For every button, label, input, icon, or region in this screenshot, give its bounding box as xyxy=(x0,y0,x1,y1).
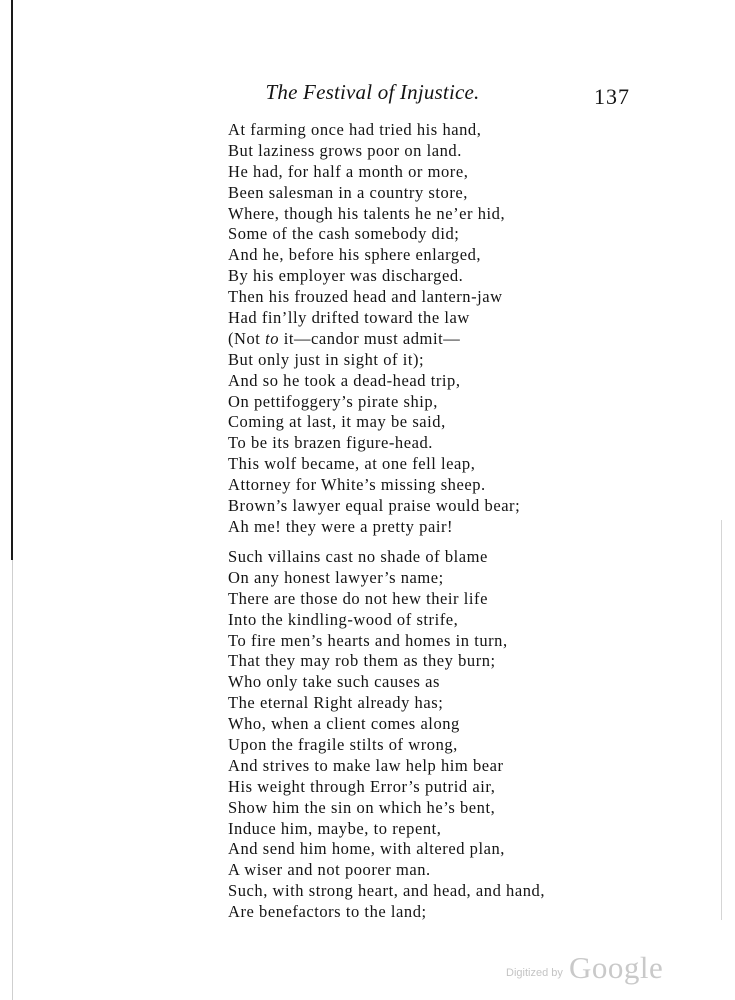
verse-line: Had fin’lly drifted toward the law xyxy=(228,308,470,328)
watermark-prefix: Digitized by xyxy=(506,967,563,979)
verse-line: Who only take such causes as xyxy=(228,672,440,692)
verse-line: To be its brazen figure-head. xyxy=(228,433,433,453)
verse-line: Attorney for White’s missing sheep. xyxy=(228,475,486,495)
verse-line: At farming once had tried his hand, xyxy=(228,120,482,139)
verse-line: And so he took a dead-head trip, xyxy=(228,370,461,390)
stanza-1 xyxy=(228,120,520,538)
verse-line: But only just in sight of it); xyxy=(228,349,425,369)
scan-edge-left-faint xyxy=(12,560,13,1000)
google-logo: Google xyxy=(569,950,664,985)
verse-line: He had, for half a month or more, xyxy=(228,161,469,181)
verse-line: And send him home, with altered plan, xyxy=(228,839,505,859)
verse-line: Show him the sin on which he’s bent, xyxy=(228,797,496,817)
verse-line: Induce him, maybe, to repent, xyxy=(228,818,442,838)
verse-line: And strives to make law help him bear xyxy=(228,755,504,775)
verse-line: On pettifoggery’s pirate ship, xyxy=(228,391,438,411)
verse-line: Brown’s lawyer equal praise would bear; xyxy=(228,496,521,516)
scan-edge-right xyxy=(721,520,722,920)
verse-line: His weight through Error’s putrid air, xyxy=(228,776,496,796)
verse-line: Such, with strong heart, and head, and hand, xyxy=(228,881,546,901)
verse-line: Then his frouzed head and lantern-jaw xyxy=(228,287,503,307)
verse-line: This wolf became, at one fell leap, xyxy=(228,454,476,474)
verse-line: Been salesman in a country store, xyxy=(228,182,468,202)
verse-line: Who, when a client comes along xyxy=(228,714,460,734)
digitized-by-google-watermark xyxy=(506,950,676,990)
running-header xyxy=(0,80,735,110)
verse-line: Where, though his talents he ne’er hid, xyxy=(228,203,506,223)
running-title: The Festival of Injustice. xyxy=(265,80,480,104)
verse-line: Upon the fragile stilts of wrong, xyxy=(228,735,458,755)
verse-line: That they may rob them as they burn; xyxy=(228,651,496,671)
verse-line: To fire men’s hearts and homes in turn, xyxy=(228,630,508,650)
page-number: 137 xyxy=(594,84,630,109)
verse-line: But laziness grows poor on land. xyxy=(228,140,462,160)
verse-text: it—candor must admit— xyxy=(279,328,461,348)
verse-text: (Not xyxy=(228,328,266,348)
verse-line: Some of the cash somebody did; xyxy=(228,224,460,244)
verse-line-with-emphasis xyxy=(228,329,520,350)
verse-line: Coming at last, it may be said, xyxy=(228,412,446,432)
verse-line: The eternal Right already has; xyxy=(228,693,444,713)
stanza-2 xyxy=(228,547,545,923)
verse-line: Are benefactors to the land; xyxy=(228,902,427,922)
verse-line: There are those do not hew their life xyxy=(228,588,488,608)
verse-line: A wiser and not poorer man. xyxy=(228,860,431,880)
verse-line: Into the kindling-wood of strife, xyxy=(228,609,459,629)
verse-line: Such villains cast no shade of blame xyxy=(228,547,488,566)
verse-line: Ah me! they were a pretty pair! xyxy=(228,516,454,536)
verse-line: On any honest lawyer’s name; xyxy=(228,567,444,587)
verse-line: By his employer was discharged. xyxy=(228,266,464,286)
emphasized-word: to xyxy=(265,328,280,348)
verse-line: And he, before his sphere enlarged, xyxy=(228,245,482,265)
